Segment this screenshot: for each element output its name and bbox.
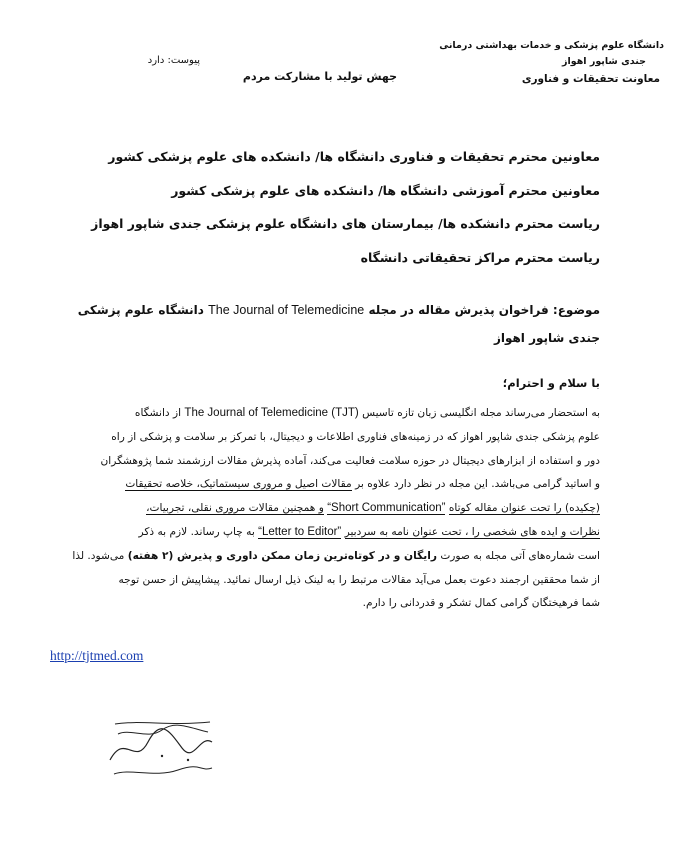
body-text: به استحضار می‌رساند مجله انگلیسی زبان تازه تاسیس	[362, 407, 600, 419]
body-text-underlined: و همچنین مقالات مروری نقلی، تجربیات،	[146, 502, 324, 515]
body-text-underlined: نظرات و ایده های شخصی را ، تحت عنوان نامه به سردبیر	[344, 525, 600, 538]
recipients-block	[40, 143, 600, 277]
attachment-note: پیوست: دارد	[147, 55, 200, 66]
body-line	[15, 545, 600, 569]
body-text: به چاپ رساند. لازم به ذکر	[138, 525, 255, 538]
journal-name: The Journal of Telemedicine	[208, 303, 365, 317]
body-line: دور و استفاده از ابزارهای دیجیتال در حوزه سلامت فعالیت می‌کند، آماده پذیرش مقالات ارزشمند شما پژوهشگران	[100, 454, 600, 467]
body-line	[15, 521, 600, 545]
journal-name-full: The Journal of Telemedicine (TJT)	[184, 407, 359, 419]
subject-suffix: دانشگاه علوم پزشکی	[77, 303, 204, 317]
institution-city: جندی شاپور اهواز	[562, 56, 646, 67]
recipient-line: معاونین محترم آموزشی دانشگاه ها/ دانشکده های علوم پزشکی کشور	[171, 182, 600, 198]
letter-to-editor-label: “Letter to Editor”	[258, 525, 342, 538]
institution-header	[434, 38, 664, 88]
journal-website-link[interactable]: http://tjtmed.com	[50, 648, 144, 663]
body-text: از دانشگاه	[134, 407, 182, 419]
subject-line-2: جندی شاپور اهواز	[493, 331, 600, 345]
body-text: و اساتید گرامی می‌باشد. این مجله در نظر دارد علاوه بر	[355, 478, 600, 491]
short-communication-label: “Short Communication”	[327, 502, 446, 515]
greeting: با سلام و احترام؛	[502, 376, 600, 390]
letter-body	[15, 402, 600, 616]
subject-line	[20, 296, 600, 352]
recipient-line: ریاست محترم دانشکده ها/ بیمارستان های دانشگاه علوم پزشکی جندی شاپور اهواز	[91, 216, 600, 231]
body-line: شما فرهیختگان گرامی کمال تشکر و قدردانی را دارم.	[362, 597, 600, 610]
body-text: می‌شود. لذا	[72, 549, 125, 562]
subject-prefix: موضوع: فراخوان پذیرش مقاله در مجله	[368, 303, 600, 317]
recipient-line: معاونین محترم تحقیقات و فناوری دانشگاه ها/ دانشکده های علوم پزشکی کشور	[108, 149, 600, 164]
body-line	[15, 497, 600, 521]
recipient-line: ریاست محترم مراکز تحقیقاتی دانشگاه	[360, 249, 600, 265]
body-line: علوم پزشکی جندی شاپور اهواز که در زمینه‌های فناوری اطلاعات و دیجیتال، با تمرکز بر سلامت و پزشکی از راه	[111, 430, 600, 443]
body-text-underlined: (چکیده) را تحت عنوان مقاله کوتاه	[448, 502, 600, 515]
body-text-bold: رایگان و در کوتاه‌ترین زمان ممکن داوری و پذیرش (۲ هفته)	[127, 549, 437, 562]
body-text: است شماره‌های آتی مجله به صورت	[440, 549, 600, 562]
body-line	[15, 473, 600, 497]
institution-department: معاونت تحقیقات و فناوری	[521, 73, 660, 85]
body-line: از شما محققین ارجمند دعوت بعمل می‌آید مقالات مرتبط را به لینک ذیل ارسال نمائید. پیشاپیش از حسن توجه	[118, 573, 600, 586]
slogan: جهش تولید با مشارکت مردم	[242, 70, 398, 83]
institution-name: دانشگاه علوم پزشکی و خدمات بهداشتی درمانی	[439, 40, 664, 51]
handwritten-signature	[100, 712, 220, 782]
body-line	[15, 402, 600, 426]
body-text-underlined: مقالات اصیل و مروری سیستماتیک، خلاصه تحقیقات	[125, 478, 352, 491]
